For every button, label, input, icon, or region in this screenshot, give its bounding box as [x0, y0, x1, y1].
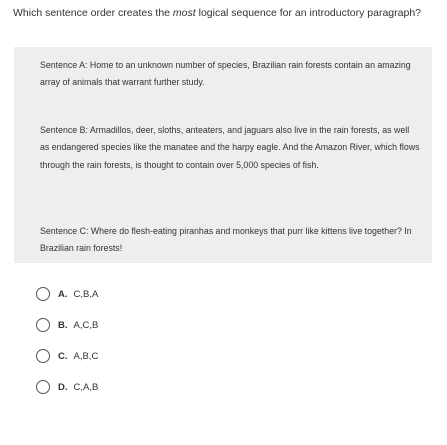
question-text-after: logical sequence for an introductory paragraph? [195, 7, 421, 19]
radio-button-b[interactable] [36, 318, 50, 332]
option-d[interactable] [36, 379, 98, 395]
sentence-c: Sentence C: Where do flesh-eating piranhas and monkeys that purr like kittens live together? In Brazilian rain forests! [40, 226, 412, 254]
radio-button-a[interactable] [36, 287, 50, 301]
option-c-letter: C. [58, 350, 68, 362]
passage-box [14, 47, 432, 263]
question-emphasis: most [172, 7, 196, 19]
sentence-a: Sentence A: Home to an unknown number of species, Brazilian rain forests contain an amazing array of animals that warrant further study. [40, 60, 411, 88]
radio-button-c[interactable] [36, 349, 50, 363]
answer-options [36, 286, 98, 410]
radio-button-d[interactable] [36, 380, 50, 394]
option-a-letter: A. [58, 288, 68, 300]
option-a[interactable] [36, 286, 98, 302]
option-a-text: C,B,A [73, 288, 99, 300]
option-b-letter: B. [58, 319, 68, 331]
question-prompt [13, 7, 438, 20]
question-text-before: Which sentence order creates the [13, 7, 173, 19]
sentence-b: Sentence B: Armadillos, deer, sloths, anteaters, and jaguars also live in the rain forests, as well as endangered species like the manatee and the harpy eagle. And the Amazon River, which flows through the rain forests, is thought to contain over 5,000 species of fish. [40, 125, 420, 170]
option-d-text: C,A,B [73, 381, 99, 393]
option-c[interactable] [36, 348, 98, 364]
option-b[interactable] [36, 317, 98, 333]
option-c-text: A,B,C [73, 350, 99, 362]
option-b-text: A,C,B [73, 319, 99, 331]
option-d-letter: D. [58, 381, 68, 393]
